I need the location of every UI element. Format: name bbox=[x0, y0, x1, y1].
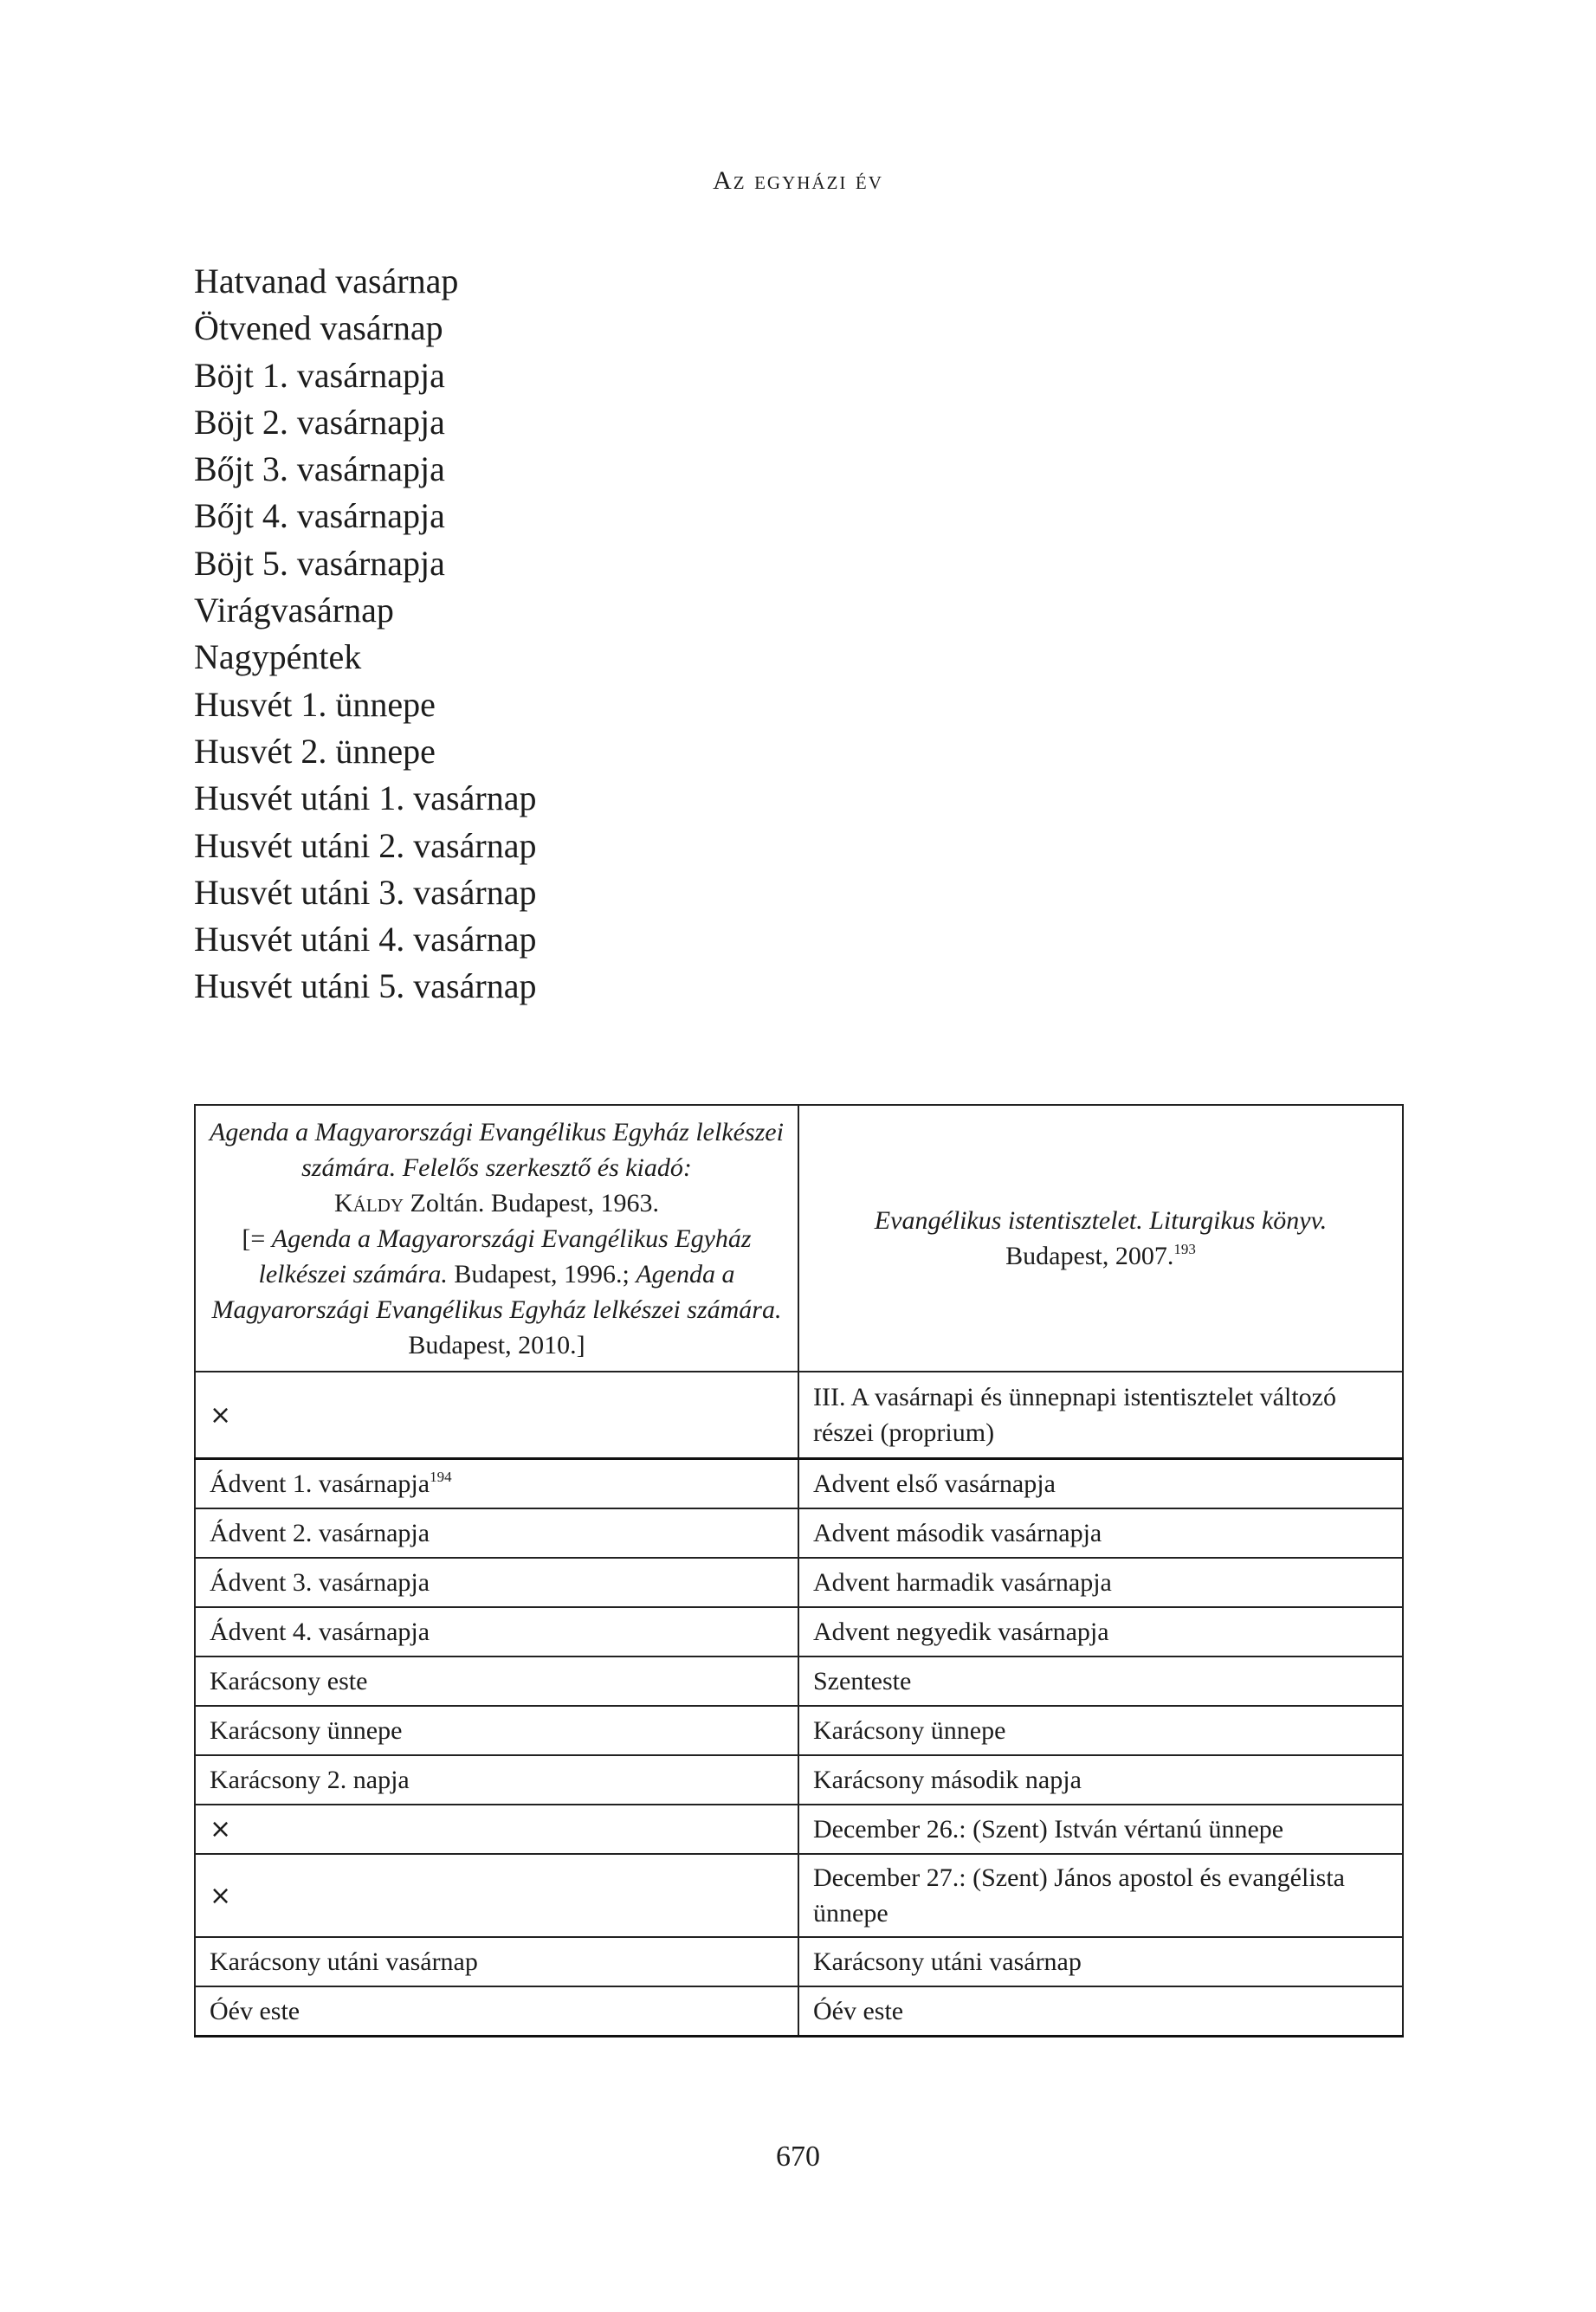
cell-right: III. A vasárnapi és ünnepnapi istentisztelet változó részei (proprium) bbox=[798, 1372, 1403, 1459]
table-row bbox=[195, 1805, 1403, 1854]
agenda-title-2010: Agenda a Magyarországi Evangélikus Egyház lelkészei számára. bbox=[211, 1259, 782, 1324]
imprint-1996: Budapest, 1996.; bbox=[447, 1259, 630, 1288]
list-item: Husvét 2. ünnepe bbox=[194, 731, 436, 771]
cell-left: × bbox=[195, 1372, 798, 1459]
table-row bbox=[195, 1607, 1403, 1657]
cell-left: × bbox=[195, 1854, 798, 1937]
table-row bbox=[195, 1459, 1403, 1509]
cell-right: Óév este bbox=[798, 1986, 1403, 2037]
table-row bbox=[195, 1657, 1403, 1706]
editor-surname: Káldy bbox=[334, 1188, 404, 1217]
footnote-ref: 193 bbox=[1173, 1241, 1196, 1257]
editor-imprint: Zoltán. Budapest, 1963. bbox=[404, 1188, 659, 1217]
cell-left bbox=[195, 1459, 798, 1509]
liturgikus-title: Evangélikus istentisztelet. Liturgikus könyv. bbox=[874, 1206, 1328, 1235]
list-item: Bőjt 4. vasárnapja bbox=[194, 496, 445, 536]
cell-right: Advent első vasárnapja bbox=[798, 1459, 1403, 1509]
cell-text: Ádvent 1. vasárnapja bbox=[210, 1469, 430, 1498]
cell-left: Ádvent 2. vasárnapja bbox=[195, 1508, 798, 1558]
table-row bbox=[195, 1755, 1403, 1805]
cell-right: Karácsony ünnepe bbox=[798, 1706, 1403, 1755]
list-item: Nagypéntek bbox=[194, 637, 362, 677]
agenda-title: Agenda a Magyarországi Evangélikus Egyház lelkészei számára. Felelős szerkesztő és kiadó: bbox=[210, 1117, 784, 1182]
list-item: Husvét utáni 5. vasárnap bbox=[194, 966, 537, 1006]
footnote-ref: 194 bbox=[430, 1469, 452, 1485]
bracket-open: [= bbox=[242, 1224, 272, 1253]
list-item: Husvét 1. ünnepe bbox=[194, 684, 436, 724]
comparison-table bbox=[194, 1104, 1404, 2038]
cell-right: Advent negyedik vasárnapja bbox=[798, 1607, 1403, 1657]
list-item: Virágvasárnap bbox=[194, 591, 394, 630]
table-row bbox=[195, 1986, 1403, 2037]
cell-right: December 26.: (Szent) István vértanú ünnepe bbox=[798, 1805, 1403, 1854]
table-row bbox=[195, 1558, 1403, 1607]
list-item: Husvét utáni 1. vasárnap bbox=[194, 778, 537, 818]
table-row bbox=[195, 1508, 1403, 1558]
cell-left: Óév este bbox=[195, 1986, 798, 2037]
liturgikus-imprint: Budapest, 2007. bbox=[1005, 1242, 1174, 1270]
cell-left: Karácsony utáni vasárnap bbox=[195, 1937, 798, 1986]
imprint-2010: Budapest, 2010.] bbox=[408, 1330, 585, 1359]
feast-list bbox=[194, 258, 536, 1011]
cell-left: Ádvent 4. vasárnapja bbox=[195, 1607, 798, 1657]
list-item: Bőjt 3. vasárnapja bbox=[194, 449, 445, 489]
cell-left: × bbox=[195, 1805, 798, 1854]
cell-left: Karácsony este bbox=[195, 1657, 798, 1706]
cell-left: Karácsony ünnepe bbox=[195, 1706, 798, 1755]
cell-right: December 27.: (Szent) János apostol és evangélista ünnepe bbox=[798, 1854, 1403, 1937]
cell-right: Advent harmadik vasárnapja bbox=[798, 1558, 1403, 1607]
cell-left: Ádvent 3. vasárnapja bbox=[195, 1558, 798, 1607]
agenda-title-1996: Agenda a Magyarországi Evangélikus Egyház lelkészei számára. bbox=[258, 1224, 752, 1288]
list-item: Böjt 1. vasárnapja bbox=[194, 355, 445, 395]
table-row bbox=[195, 1937, 1403, 1986]
page-number: 670 bbox=[776, 2141, 820, 2173]
cell-right: Advent második vasárnapja bbox=[798, 1508, 1403, 1558]
list-item: Husvét utáni 4. vasárnap bbox=[194, 920, 537, 959]
running-head: Az egyházi év bbox=[713, 166, 883, 195]
cell-left: Karácsony 2. napja bbox=[195, 1755, 798, 1805]
cell-right: Karácsony utáni vasárnap bbox=[798, 1937, 1403, 1986]
table-row bbox=[195, 1854, 1403, 1937]
list-item: Husvét utáni 3. vasárnap bbox=[194, 872, 537, 912]
cell-right: Szenteste bbox=[798, 1657, 1403, 1706]
table-header-row bbox=[195, 1105, 1403, 1372]
header-cell-liturgikus bbox=[798, 1105, 1403, 1372]
header-cell-agenda bbox=[195, 1105, 798, 1372]
list-item: Hatvanad vasárnap bbox=[194, 262, 459, 300]
list-item: Böjt 2. vasárnapja bbox=[194, 402, 445, 442]
list-item: Husvét utáni 2. vasárnap bbox=[194, 825, 537, 865]
list-item: Ötvened vasárnap bbox=[194, 308, 443, 348]
list-item: Böjt 5. vasárnapja bbox=[194, 543, 445, 583]
table-row bbox=[195, 1706, 1403, 1755]
cell-right: Karácsony második napja bbox=[798, 1755, 1403, 1805]
table-section-row bbox=[195, 1372, 1403, 1459]
